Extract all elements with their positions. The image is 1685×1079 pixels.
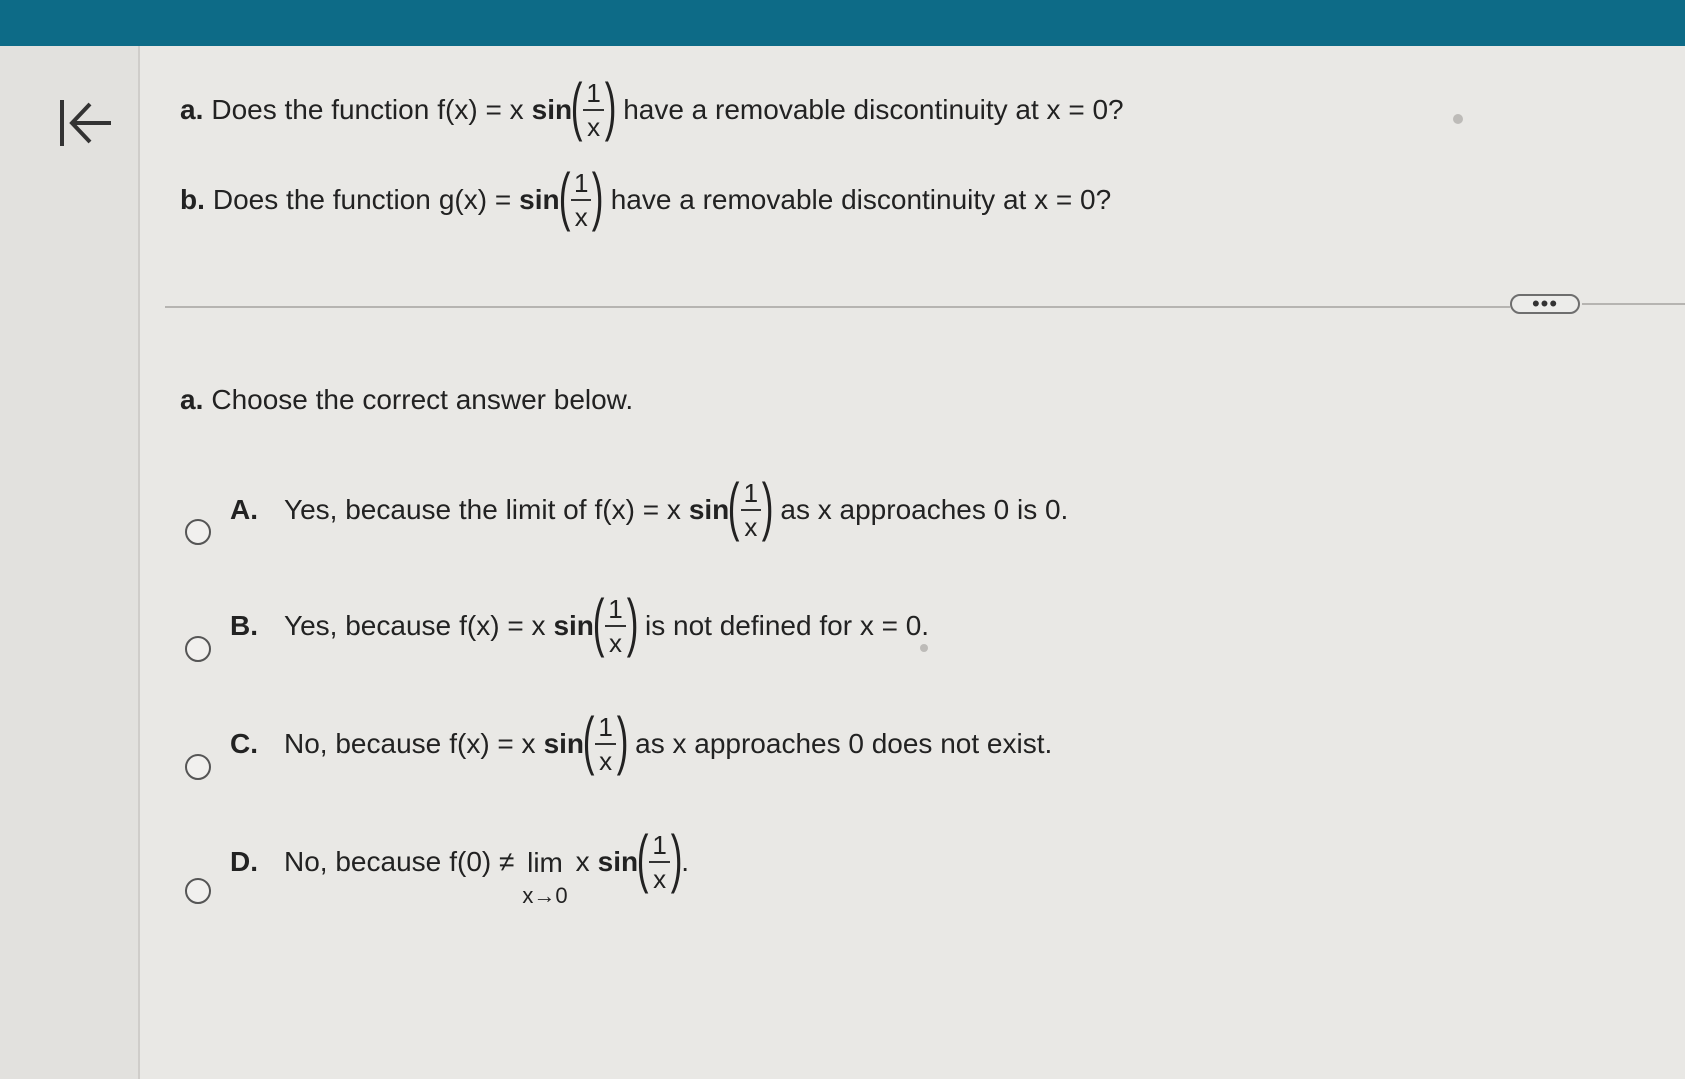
question-a-expression: f(x) = x sin ( $\frac{1}{x}$ ) [437,70,617,142]
sidebar [0,46,140,1079]
part-a-prompt-text: Choose the correct answer below. [211,384,634,415]
screen-smudge [920,644,928,652]
option-c-letter: C. [230,728,258,759]
option-d[interactable]: D. No, because f(0) ≠ lim x→0 x sin ( $\frac{1}{x}$ ) . [230,822,689,908]
collapse-to-start-icon[interactable] [56,96,114,150]
question-a [180,70,1124,142]
option-a-expression: f(x) = x sin ( $\frac{1}{x}$ ) [594,470,774,542]
radio-option-a[interactable] [185,519,211,545]
option-c[interactable]: C. No, because f(x) = x sin ( $\frac{1}{x}$ ) as x approaches 0 does not exist. [230,704,1053,776]
radio-option-d[interactable] [185,878,211,904]
section-divider [165,306,1510,308]
radio-option-b[interactable] [185,636,211,662]
question-a-pre: Does the function [211,94,430,125]
option-a-letter: A. [230,494,258,525]
more-options-button[interactable]: ••• [1510,294,1580,314]
radio-option-c[interactable] [185,754,211,780]
option-b[interactable]: B. Yes, because f(x) = x sin ( $\frac{1}{x}$ ) is not defined for x = 0. [230,586,930,658]
screen-smudge [1453,114,1463,124]
option-b-expression: f(x) = x sin ( $\frac{1}{x}$ ) [459,586,639,658]
part-a-prompt [180,384,633,416]
question-b-post: have a removable discontinuity at x = 0? [610,184,1112,215]
part-a-label: a. [180,384,204,415]
question-a-label: a. [180,94,204,125]
question-b [180,160,1112,232]
option-a[interactable]: A. Yes, because the limit of f(x) = x sin ( $\frac{1}{x}$ ) as x approaches 0 is 0. [230,470,1069,542]
option-d-expression: f(0) ≠ lim x→0 x sin ( $\frac{1}{x}$ ) [449,822,683,908]
question-b-label: b. [180,184,205,215]
option-b-letter: B. [230,610,258,641]
limit-operator: lim x→0 [522,847,568,908]
option-c-expression: f(x) = x sin ( $\frac{1}{x}$ ) [449,704,629,776]
option-d-letter: D. [230,846,258,877]
top-bar [0,0,1685,46]
section-divider-right [1582,303,1685,305]
question-b-pre: Does the function [212,184,431,215]
question-b-expression: g(x) = sin ( $\frac{1}{x}$ ) [438,160,604,232]
question-a-post: have a removable discontinuity at x = 0? [623,94,1124,125]
